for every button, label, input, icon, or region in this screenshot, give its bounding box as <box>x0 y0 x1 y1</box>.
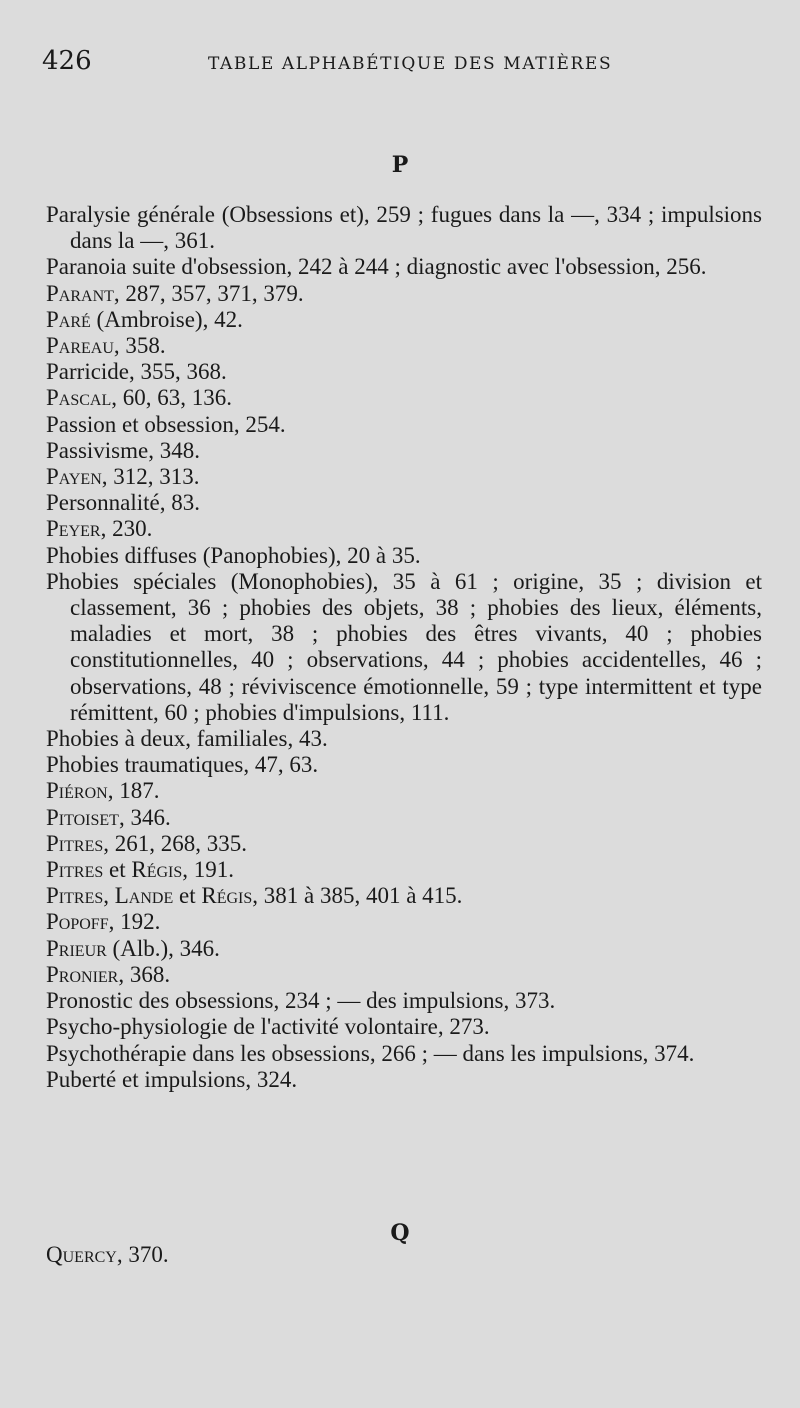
entry-text: , 287, 357, 371, 379. <box>113 280 304 306</box>
entry-text: , 381 à 385, 401 à 415. <box>252 883 463 909</box>
section-letter-q: Q <box>390 1220 410 1246</box>
entry-text: Parricide, 355, 368. <box>46 359 227 385</box>
index-entry <box>46 359 762 385</box>
index-entry <box>46 883 762 909</box>
index-entry <box>46 516 762 542</box>
entry-text: , 60, 63, 136. <box>111 385 232 411</box>
entry-name: Pareau <box>46 333 114 359</box>
running-title: TABLE ALPHABÉTIQUE DES MATIÈRES <box>208 54 613 74</box>
index-entry <box>46 202 762 254</box>
entry-text: et <box>103 857 132 883</box>
entry-name: Prieur <box>46 935 107 961</box>
index-entry <box>46 307 762 333</box>
index-entry <box>46 412 762 438</box>
index-entry <box>46 962 762 988</box>
entry-name: Pitoiset <box>46 804 119 830</box>
index-entry <box>46 936 762 962</box>
entry-text: Psycho-physiologie de l'activité volontaire, 273. <box>46 1014 490 1040</box>
index-entry <box>46 438 762 464</box>
entry-name: Peyer <box>46 516 101 542</box>
entry-text: Phobies spéciales (Monophobies), 35 à 61 ; origine, 35 ; division et classement, 36 ; phobies des objets, 38 ; phobies des lieux, éléments, maladies et mort, 38 ; phobies des êtres vivants, 40 ; phobies constitutionnelles, 40 ; observations, 44 ; phobies accidentelles, 46 ; observations, 48 ; réviviscence émotionnelle, 59 ; type intermittent et type rémittent, 60 ; phobies d'impulsions, 111. <box>46 568 762 725</box>
entry-text: Pronostic des obsessions, 234 ; — des impulsions, 373. <box>46 988 556 1014</box>
index-entries-p <box>46 202 762 1093</box>
entry-text: , 358. <box>113 333 166 359</box>
entry-text: Passion et obsession, 254. <box>46 411 286 437</box>
index-entry <box>46 1067 762 1093</box>
entry-text: , 261, 268, 335. <box>103 830 247 856</box>
entry-text: Paranoia suite d'obsession, 242 à 244 ; diagnostic avec l'obsession, 256. <box>46 254 707 280</box>
index-entry <box>46 281 762 307</box>
entry-name: Quercy <box>46 1242 117 1267</box>
entry-name: Pronier <box>46 961 119 987</box>
entry-text: , 191. <box>182 857 235 883</box>
entry-text: Passivisme, 348. <box>46 437 200 463</box>
entry-name: Piéron <box>46 778 108 804</box>
entry-text: Phobies diffuses (Panophobies), 20 à 35. <box>46 542 421 568</box>
index-entry <box>46 857 762 883</box>
index-entry <box>46 726 762 752</box>
index-entry <box>46 831 762 857</box>
entry-name: Lande <box>114 883 174 909</box>
entry-text: Phobies à deux, familiales, 43. <box>46 726 328 752</box>
index-entry <box>46 254 762 280</box>
entry-text: , 187. <box>107 778 160 804</box>
index-entry <box>46 333 762 359</box>
entry-name: Pascal <box>46 385 112 411</box>
entry-name: Payen <box>46 464 102 490</box>
index-entry <box>46 543 762 569</box>
entry-name: Pitres <box>46 857 104 883</box>
index-entry <box>46 988 762 1014</box>
entry-text: Paralysie générale (Obsessions et), 259 ; fugues dans la —, 334 ; impulsions dans la —, 361. <box>46 202 762 254</box>
entry-text: Puberté et impulsions, 324. <box>46 1066 298 1092</box>
entry-text: , 230. <box>100 516 153 542</box>
index-entry <box>46 1014 762 1040</box>
index-entry <box>46 778 762 804</box>
entry-text: et <box>173 883 202 909</box>
entry-name: Parant <box>46 280 114 306</box>
index-entry <box>46 569 762 726</box>
index-entry <box>46 805 762 831</box>
entry-name: Pitres <box>46 883 104 909</box>
entry-text: (Alb.), 346. <box>106 935 220 961</box>
entry-text: Psychothérapie dans les obsessions, 266 ; — dans les impulsions, 374. <box>46 1040 695 1066</box>
entry-text: Phobies traumatiques, 47, 63. <box>46 752 319 778</box>
entry-text: , 370. <box>116 1242 169 1267</box>
index-entry <box>46 385 762 411</box>
index-entry <box>46 1041 762 1067</box>
index-entry <box>46 1242 169 1268</box>
index-entry <box>46 464 762 490</box>
page-header <box>40 46 760 80</box>
index-entry <box>46 909 762 935</box>
page-number: 426 <box>42 46 92 76</box>
index-entry <box>46 752 762 778</box>
section-letter-p: P <box>391 152 409 178</box>
entry-name: Paré <box>46 306 91 332</box>
entry-text: (Ambroise), 42. <box>90 306 243 332</box>
entry-name: Régis <box>201 883 253 909</box>
entry-text: , 368. <box>118 961 171 987</box>
entry-text: , 346. <box>118 804 171 830</box>
entry-text: Personnalité, 83. <box>46 490 200 516</box>
entry-text: , 192. <box>108 909 161 935</box>
index-entry <box>46 490 762 516</box>
entry-name: Popoff <box>46 909 109 935</box>
entry-text: , <box>103 883 115 909</box>
entry-name: Régis <box>131 857 183 883</box>
entry-text: , 312, 313. <box>101 464 200 490</box>
entry-name: Pitres <box>46 830 104 856</box>
